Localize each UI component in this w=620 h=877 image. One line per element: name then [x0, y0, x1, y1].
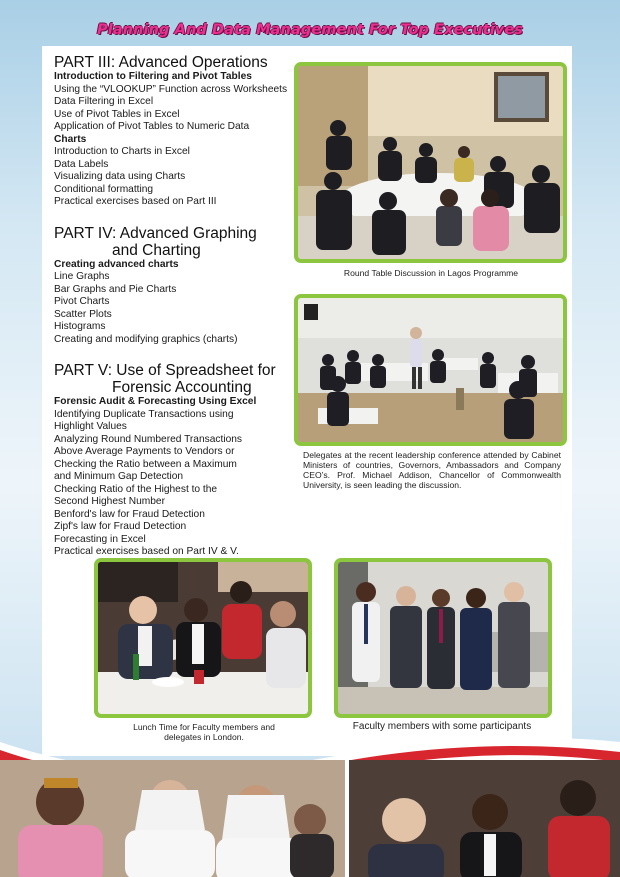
outline-item: Histograms: [54, 321, 106, 332]
outline-item: Scatter Plots: [54, 308, 112, 320]
outline-item: Checking the Ratio between a Maximum: [54, 458, 237, 470]
part-iii-list: [54, 71, 294, 209]
outline-item: Identifying Duplicate Transactions using: [54, 408, 234, 420]
outline-item: Above Average Payments to Vendors or: [54, 446, 235, 457]
outline-item: Zipf's law for Fraud Detection: [54, 521, 187, 532]
caption-faculty: Faculty members with some participants: [352, 721, 532, 732]
section-heading-line1: PART III: Advanced Operations: [54, 54, 268, 71]
section-heading-line1: PART IV: Advanced Graphing: [54, 224, 257, 242]
outline-item: Conditional formatting: [54, 183, 154, 195]
section-heading: [54, 54, 294, 71]
outline-item: Using the “VLOOKUP” Function across Worksheets: [54, 83, 288, 95]
outline-item: Creating and modifying graphics (charts): [54, 333, 238, 345]
outline-item: Use of Pivot Tables in Excel: [54, 108, 180, 120]
caption-lunch: Lunch Time for Faculty members and delegates in London.: [133, 722, 275, 742]
photo-lunch: [94, 558, 312, 718]
outline-item: Data Labels: [54, 158, 109, 170]
outline-subheading: Creating advanced charts: [54, 258, 179, 270]
outline-item: Checking Ratio of the Highest to the: [54, 483, 218, 495]
outline-subheading: Introduction to Filtering and Pivot Tables: [54, 71, 252, 82]
photo-conference: [294, 294, 567, 446]
faculty-image: [338, 562, 548, 714]
section-heading-line2: Forensic Accounting: [112, 379, 252, 396]
outline-item: Data Filtering in Excel: [54, 96, 154, 107]
caption-round-table: Round Table Discussion in Lagos Programme: [343, 268, 519, 278]
conference-image: [298, 298, 563, 442]
photo-faculty: [334, 558, 552, 718]
photo-round-table: [294, 62, 567, 263]
outline-item: Analyzing Round Numbered Transactions: [54, 433, 243, 445]
course-outline: [54, 54, 294, 575]
bottom-strip-image: [0, 760, 620, 877]
part-iv-section: [54, 225, 294, 347]
outline-item: Pivot Charts: [54, 296, 110, 307]
outline-item: Practical exercises based on Part III: [54, 196, 217, 207]
part-iv-list: [54, 259, 294, 347]
outline-item: Practical exercises based on Part IV & V.: [54, 546, 239, 557]
part-iii-section: [54, 54, 294, 209]
outline-item: Visualizing data using Charts: [54, 171, 186, 182]
lunch-image: [98, 562, 308, 714]
outline-subheading: Forensic Audit & Forecasting Using Excel: [54, 396, 257, 407]
part-v-list: [54, 396, 294, 559]
bottom-photo-strip: [0, 760, 620, 877]
page-title: Planning And Data Management For Top Executives: [97, 22, 523, 38]
part-v-section: [54, 362, 294, 559]
caption-conference: Delegates at the recent leadership conference attended by Cabinet Ministers of countries, Governors, Ambassadors and Company CEO’s. Prof. Michael Addison, Chancellor of Commonwealth University, is seen leading the discussion.: [303, 450, 561, 490]
section-heading: [54, 362, 294, 396]
outline-item: Application of Pivot Tables to Numeric Data: [54, 121, 250, 132]
outline-item: Bar Graphs and Pie Charts: [54, 283, 177, 295]
outline-item: Benford's law for Fraud Detection: [54, 508, 205, 520]
outline-item: and Minimum Gap Detection: [54, 471, 184, 482]
section-heading: [54, 225, 294, 259]
outline-item: Highlight Values: [54, 421, 127, 432]
outline-item: Second Highest Number: [54, 496, 165, 507]
outline-item: Line Graphs: [54, 271, 110, 282]
outline-item: Introduction to Charts in Excel: [54, 146, 190, 157]
section-heading-line1: PART V: Use of Spreadsheet for: [54, 362, 276, 379]
round-table-image: [298, 66, 563, 259]
outline-item: Forecasting in Excel: [54, 533, 146, 545]
outline-subheading: Charts: [54, 133, 87, 145]
section-heading-line2: and Charting: [112, 241, 201, 259]
